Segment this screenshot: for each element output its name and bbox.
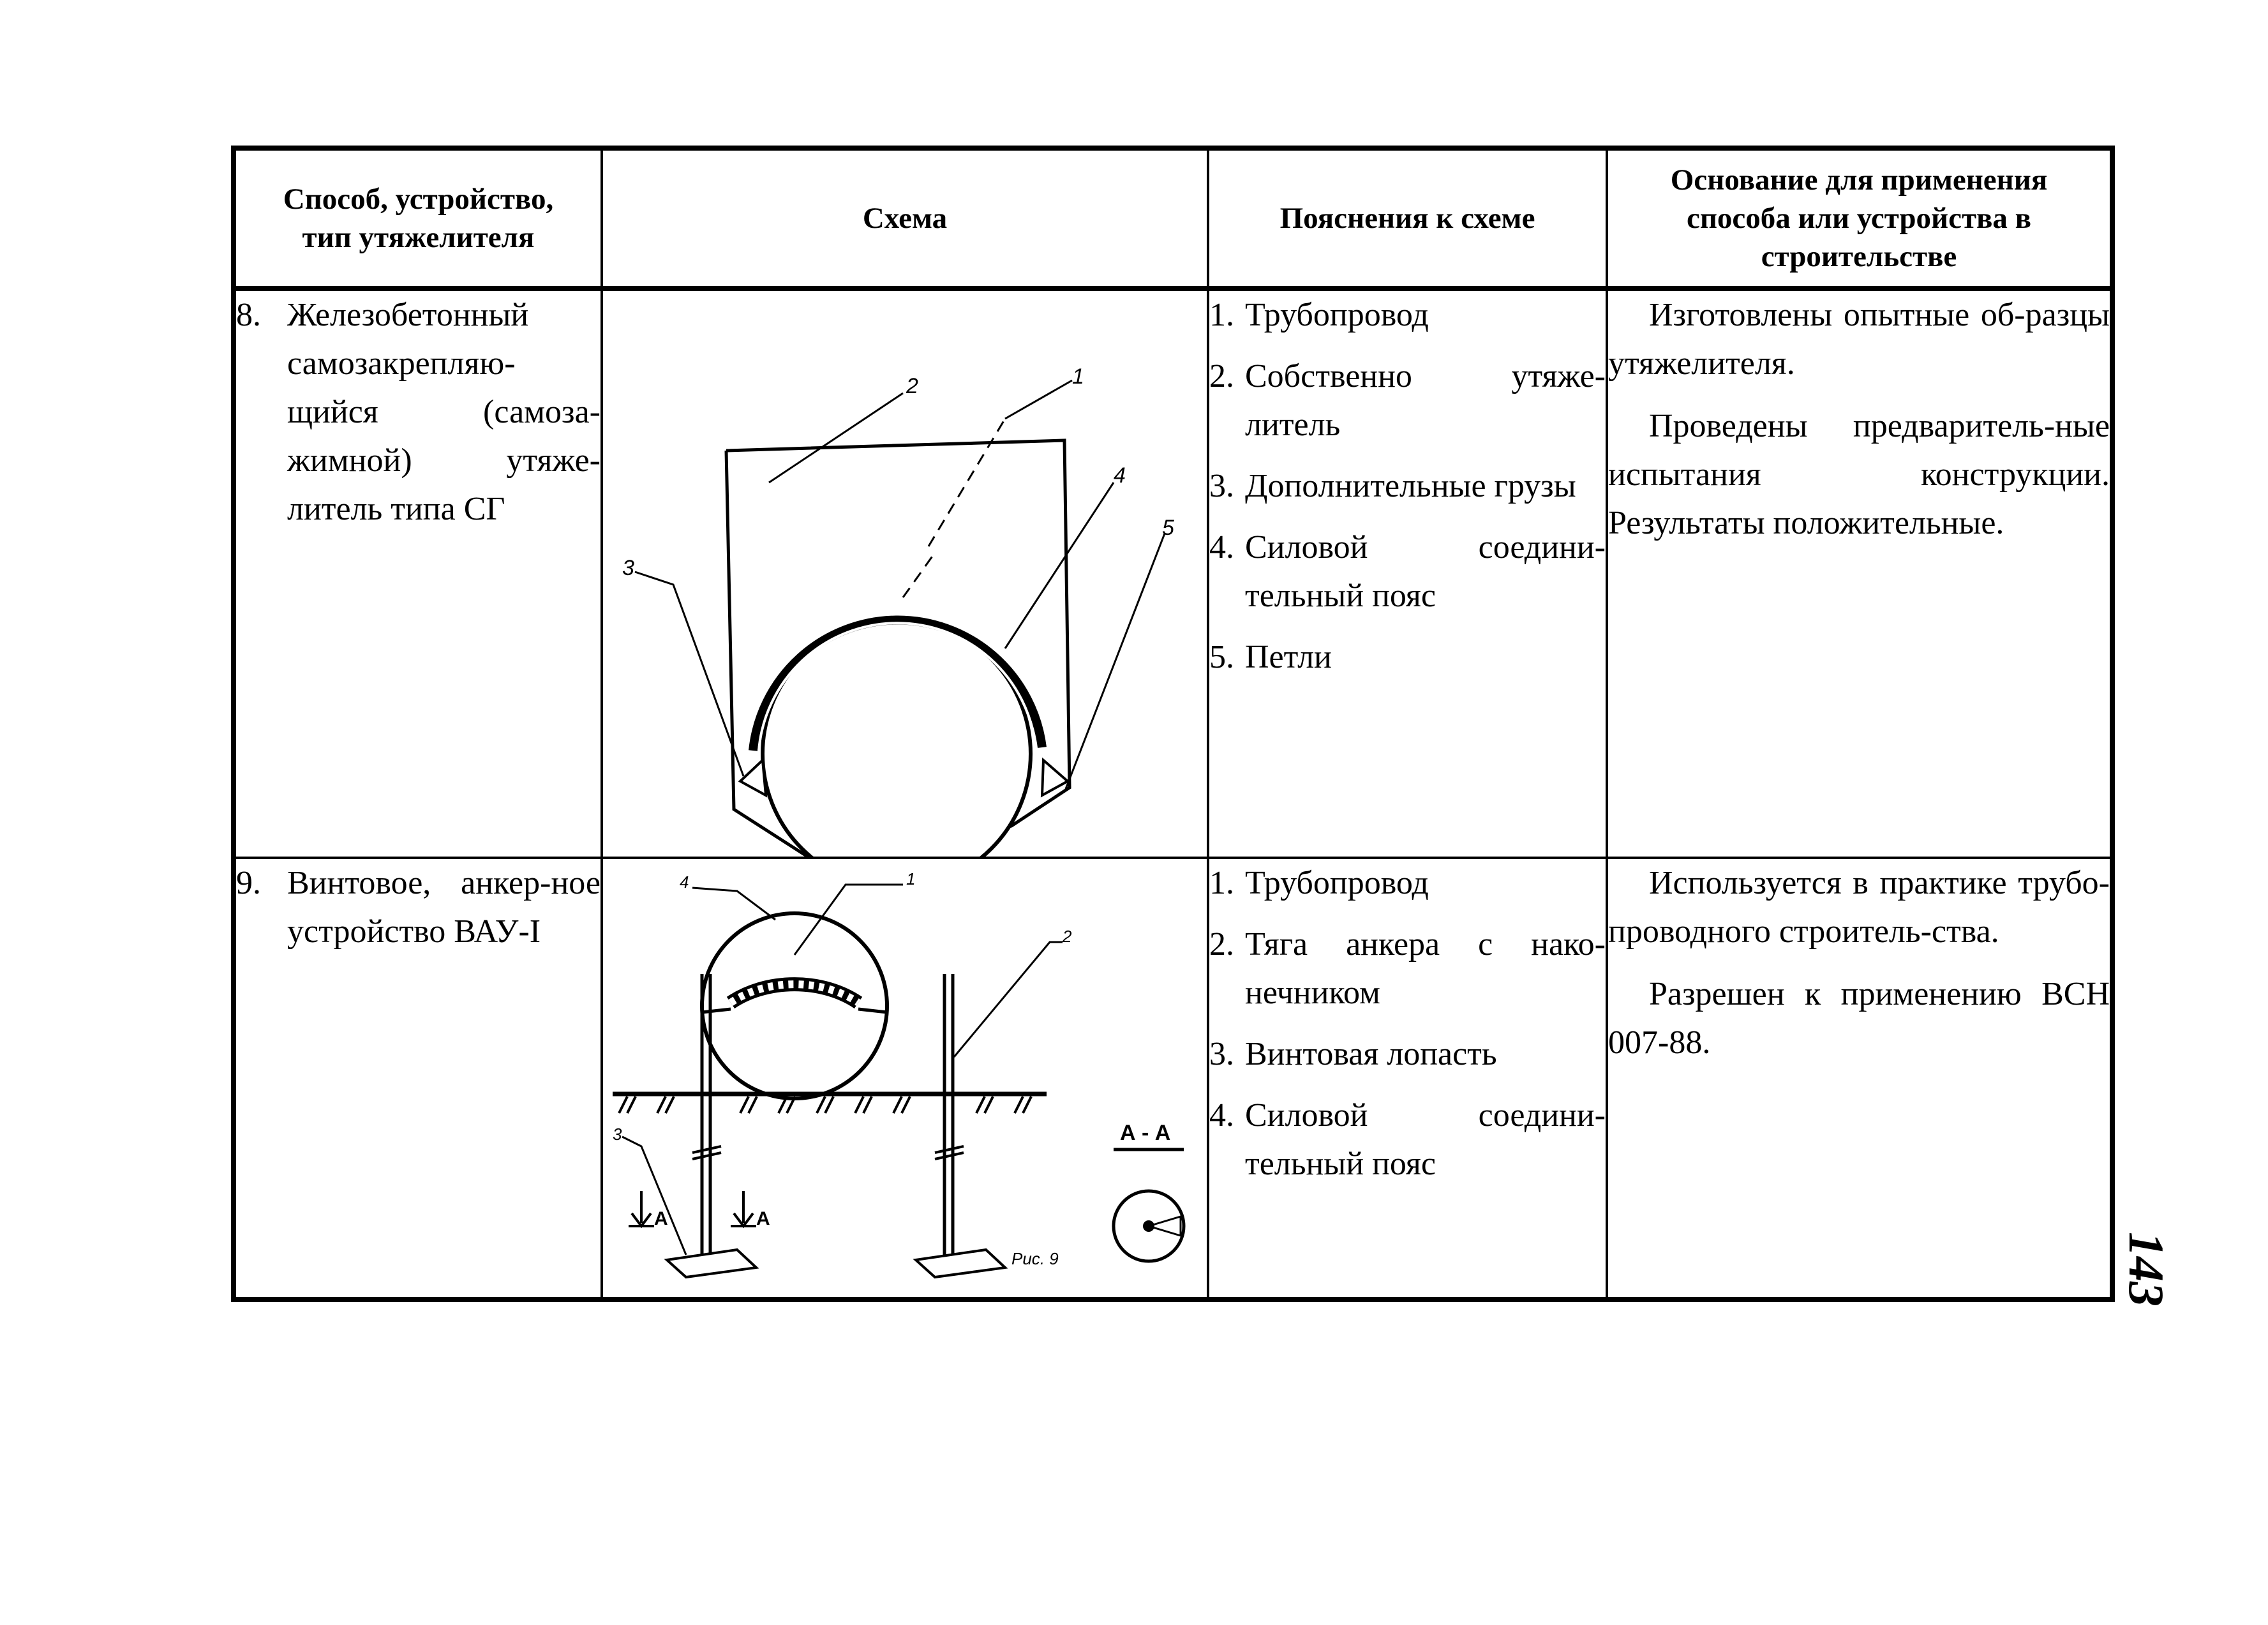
method-name: Винтовое, анкер-ное устройство ВАУ-I	[287, 865, 601, 950]
row8-basis	[1607, 288, 2112, 858]
section-rod	[1143, 1220, 1154, 1232]
section-arrow-label: А	[654, 1208, 668, 1229]
list-item	[1209, 462, 1606, 511]
label-3: 3	[622, 556, 634, 580]
item-number: 4.	[1209, 1097, 1234, 1134]
figure-caption: Рис. 9	[1011, 1249, 1059, 1268]
item-text: Трубопровод	[1245, 865, 1429, 901]
section-arrow-right	[731, 1191, 756, 1226]
list-item	[1209, 291, 1606, 340]
row9-scheme	[602, 858, 1208, 1299]
list-item	[1209, 352, 1606, 449]
list-item	[1209, 859, 1606, 908]
row8-scheme	[602, 288, 1208, 858]
row-number: 9.	[236, 865, 261, 901]
pipe-axis-line	[929, 419, 1005, 546]
section-arrow-label: А	[756, 1208, 770, 1229]
label-5: 5	[1162, 516, 1174, 540]
item-number: 5.	[1209, 639, 1234, 675]
item-text: Тяга анкера с нако-нечником	[1245, 926, 1606, 1011]
screw-blade-right	[916, 1250, 1005, 1277]
screw-blade-left	[667, 1250, 756, 1277]
item-number: 4.	[1209, 529, 1234, 565]
leader-1	[1005, 380, 1072, 419]
row-number: 8.	[236, 297, 261, 333]
table-header-row	[234, 148, 2112, 288]
item-text: Винтовая лопасть	[1245, 1036, 1497, 1072]
table-row	[234, 288, 2112, 858]
leader-4	[1005, 483, 1114, 648]
leader-2	[769, 393, 903, 483]
section-arrow-left	[629, 1191, 654, 1226]
item-text: Собственно утяже-литель	[1245, 358, 1606, 443]
header-method: Способ, устройство, тип утяжелителя	[234, 148, 602, 288]
weighting-methods-table	[231, 146, 2115, 1302]
row9-basis	[1607, 858, 2112, 1299]
method-name: Железобетонный самозакрепляю-щийся (самоза-жимной) утяже-литель типа СГ	[287, 297, 601, 527]
basis-paragraph: Используется в практике трубо-проводного строитель-ства.	[1608, 865, 2110, 950]
item-text: Петли	[1245, 639, 1332, 675]
item-text: Силовой соедини-тельный пояс	[1245, 1097, 1606, 1182]
item-text: Дополнительные грузы	[1245, 468, 1576, 504]
label-1: 1	[906, 869, 916, 888]
header-scheme: Схема	[602, 148, 1208, 288]
label-2: 2	[906, 374, 918, 398]
table-row	[234, 858, 2112, 1299]
header-basis: Основание для применения способа или устройства в строительстве	[1607, 148, 2112, 288]
item-number: 2.	[1209, 358, 1234, 394]
pipe-axis-line-2	[903, 553, 935, 597]
section-label: А - А	[1120, 1121, 1171, 1145]
label-4: 4	[1114, 463, 1126, 488]
page-number	[2119, 1232, 2181, 1328]
row8-method	[234, 288, 602, 858]
row9-method	[234, 858, 602, 1299]
leader-2	[954, 942, 1063, 1057]
list-item	[1209, 920, 1606, 1017]
label-4: 4	[680, 872, 689, 892]
list-item	[1209, 1030, 1606, 1079]
vau-anchor-scheme-figure	[603, 859, 1207, 1297]
ground-hatching	[619, 1097, 1031, 1113]
pipe-circle	[702, 913, 887, 1098]
sg-weight-scheme-figure	[603, 291, 1207, 857]
label-2: 2	[1063, 927, 1072, 946]
leader-3	[622, 1137, 686, 1255]
loop-left	[740, 760, 766, 795]
list-item	[1209, 633, 1606, 682]
row8-explanations	[1208, 288, 1607, 858]
list-item	[1209, 1091, 1606, 1188]
leader-4	[692, 888, 775, 920]
basis-paragraph: Разрешен к применению ВСН 007-88.	[1608, 976, 2110, 1061]
row9-explanations	[1208, 858, 1607, 1299]
item-number: 1.	[1209, 865, 1234, 901]
leader-5	[1066, 534, 1165, 789]
rod-break-marks	[692, 1146, 964, 1159]
label-3: 3	[613, 1125, 622, 1144]
basis-paragraph: Изготовлены опытные об-разцы утяжелителя.	[1608, 297, 2110, 382]
leader-3	[635, 572, 743, 776]
item-text: Трубопровод	[1245, 297, 1429, 333]
basis-paragraph: Проведены предваритель-ные испытания конструкции. Результаты положительные.	[1608, 408, 2110, 541]
item-number: 3.	[1209, 468, 1234, 504]
item-number: 3.	[1209, 1036, 1234, 1072]
header-explanations: Пояснения к схеме	[1208, 148, 1607, 288]
page-number-text: 143	[2119, 1232, 2174, 1307]
list-item	[1209, 523, 1606, 620]
item-text: Силовой соедини-тельный пояс	[1245, 529, 1606, 614]
item-number: 1.	[1209, 297, 1234, 333]
label-1: 1	[1072, 364, 1084, 389]
item-number: 2.	[1209, 926, 1234, 962]
